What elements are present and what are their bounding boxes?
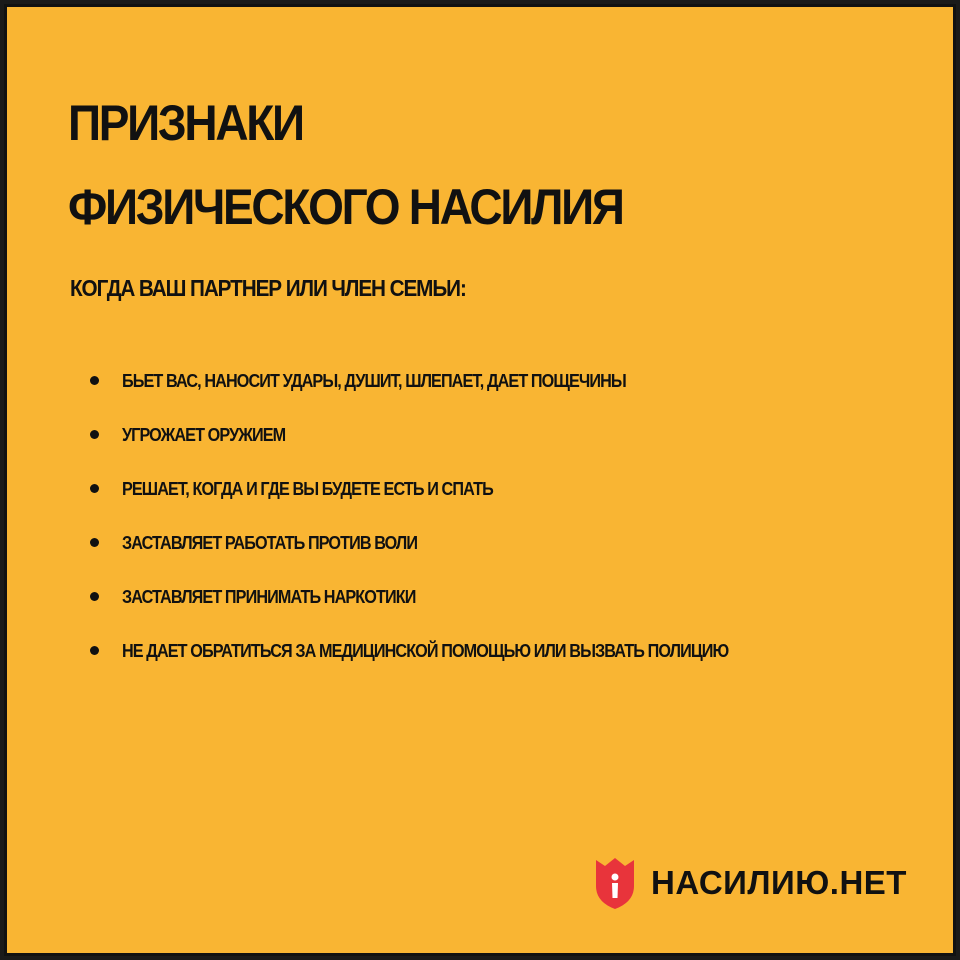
title-line-2: ФИЗИЧЕСКОГО НАСИЛИЯ: [68, 179, 623, 235]
bullet-icon: [90, 538, 99, 547]
list-item: [7, 411, 953, 465]
brand-name: НАСИЛИЮ.НЕТ: [651, 864, 907, 901]
page-title: [68, 81, 623, 249]
list-item-text: БЬЕТ ВАС, НАНОСИТ УДАРЫ, ДУШИТ, ШЛЕПАЕТ, ДАЕТ ПОЩЕЧИНЫ: [122, 371, 626, 391]
subtitle: КОГДА ВАШ ПАРТНЕР ИЛИ ЧЛЕН СЕМЬИ:: [70, 275, 466, 301]
bullet-icon: [90, 376, 99, 385]
list-item-text: РЕШАЕТ, КОГДА И ГДЕ ВЫ БУДЕТЕ ЕСТЬ И СПАТЬ: [122, 479, 493, 499]
list-item-text: УГРОЖАЕТ ОРУЖИЕМ: [122, 425, 286, 445]
signs-list: [7, 357, 953, 675]
list-item: [7, 357, 953, 411]
brand-logo: [593, 853, 907, 913]
bullet-icon: [90, 484, 99, 493]
info-card: [4, 4, 956, 956]
title-line-1: ПРИЗНАКИ: [68, 95, 303, 151]
list-item: [7, 573, 953, 627]
list-item-text: ЗАСТАВЛЯЕТ РАБОТАТЬ ПРОТИВ ВОЛИ: [122, 533, 418, 553]
bullet-icon: [90, 592, 99, 601]
shield-person-icon: [593, 856, 637, 910]
bullet-icon: [90, 430, 99, 439]
list-item-text: НЕ ДАЕТ ОБРАТИТЬСЯ ЗА МЕДИЦИНСКОЙ ПОМОЩЬЮ ИЛИ ВЫЗВАТЬ ПОЛИЦИЮ: [122, 641, 729, 661]
list-item: [7, 627, 953, 675]
list-item-text: ЗАСТАВЛЯЕТ ПРИНИМАТЬ НАРКОТИКИ: [122, 587, 416, 607]
list-item: [7, 519, 953, 573]
list-item: [7, 465, 953, 519]
bullet-icon: [90, 646, 99, 655]
